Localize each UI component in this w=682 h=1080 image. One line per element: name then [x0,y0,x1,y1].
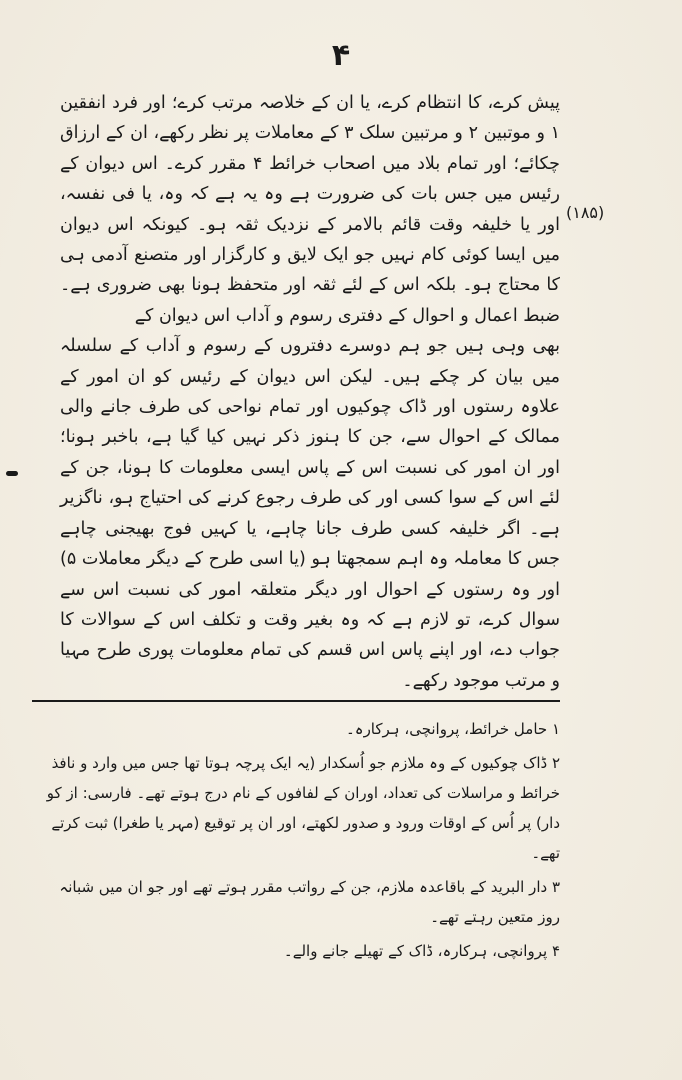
footnote-4: ۴ پروانچی، ہرکارہ، ڈاک کے تھیلے جانے والے۔ [283,942,560,960]
footnotes [40,714,560,970]
page-number: ۴ [331,38,351,73]
footnote-1: ۱ حامل خرائط، پروانچی، ہرکارہ۔ [345,720,560,738]
footnote-divider [32,700,560,702]
margin-mark [6,471,18,476]
paragraph-1: پیش کرے، کا انتظام کرے، یا ان کے خلاصہ مرتب کرے؛ اور فرد انفقین ۱ و موتبین ۲ و مرتبین سلک ۳ کے معاملات پر نظر رکھے، ان کے ارزاق چکائے؛ اور تمام بلاد میں اصحاب خرائط ۴ مقرر کرے۔ اس دیوان کے رئیس میں جس بات کی ضرورت ہے وہ یہ ہے کہ وہ، یا فی نفسہ، اور یا خلیفہ وقت قائم بالامر کے نزدیک ثقہ ہو۔ کیونکہ اس دیوان میں ایسا کوئی کام نہیں جو ایک لایق و کارگزار اور متصنع آدمی ہی کا محتاج ہو۔ بلکہ اس کے لئے ثقہ اور متحفظ ہونا بھی ضروری ہے۔ ضبط اعمال و احوال کے دفتری رسوم و آداب اس دیوان کے [60,93,561,326]
margin-reference: (۱۸۵) [566,203,605,222]
main-text [60,88,560,696]
paragraph-2: بھی وہی ہیں جو ہم دوسرے دفتروں کے رسوم و آداب کے سلسلہ میں بیان کر چکے ہیں۔ لیکن اس دیوان کے رئیس کو ان امور کے علاوہ رستوں اور ڈاک چوکیوں اور تمام نواحی کی طرف جانے والی ممالک کے احوال سے، جن کا ہنوز ذکر نہیں کیا گیا ہے، باخبر ہونا؛ اور ان امور کی نسبت اس کے پاس ایسی معلومات کا ہونا، جن کے لئے اس کے سوا کسی اور کی طرف رجوع کرنے کی احتیاج ہو، ناگزیر ہے۔ اگر خلیفہ کسی طرف جانا چاہے، یا کہیں فوج بھیجنی چاہے جس کا معاملہ وہ اہم سمجھتا ہو (یا اسی طرح کے دیگر معاملات ۵) اور وہ رستوں کے احوال اور دیگر متعلقہ امور کی نسبت اس سے سوال کرے، تو لازم ہے کہ وہ بغیر وقت و تکلف اس کے سوالات کا جواب دے، اور اپنے پاس اس قسم کی تمام معلومات پوری طرح مہیا و مرتب موجود رکھے۔ [60,336,560,691]
footnote-2: ۲ ڈاک چوکیوں کے وہ ملازم جو اُسکدار (یہ ایک پرچہ ہوتا تھا جس میں وارد و نافذ خرائط و مراسلات کی تعداد، اوران کے لفافوں کے نام درج ہوتے تھے۔ فارسی: از کو دار) پر اُس کے اوقات ورود و صدور لکھتے، اور ان پر توقیع (مہر یا طغرا) ثبت کرتے تھے۔ [46,754,560,862]
footnote-3: ۳ دار البرید کے باقاعدہ ملازم، جن کے رواتب مقرر ہوتے تھے اور جو ان میں شبانہ روز متعین رہتے تھے۔ [59,878,560,926]
